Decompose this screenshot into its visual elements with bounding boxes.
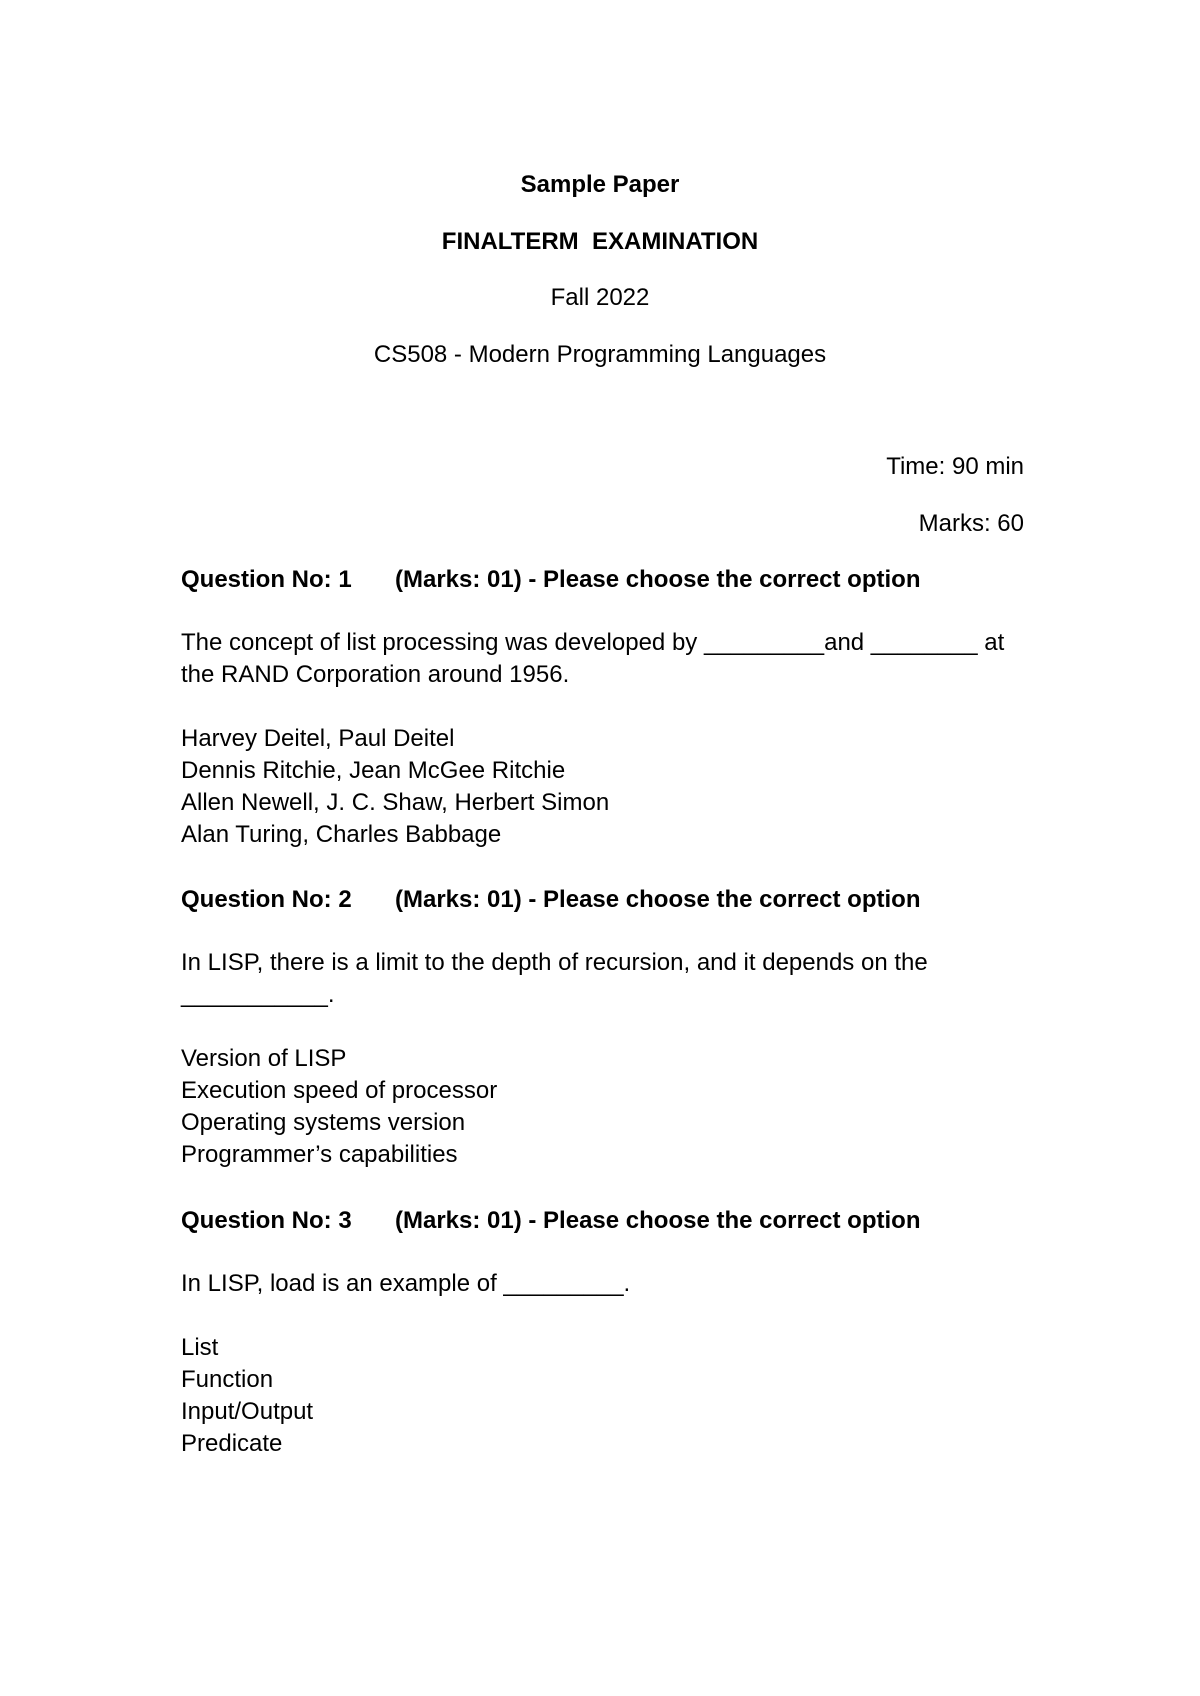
question-3-options xyxy=(181,1332,1021,1460)
question-1-stem-line-1: The concept of list processing was developed by _________and ________ at xyxy=(181,629,1005,656)
question-3-body xyxy=(181,1268,1021,1460)
question-3-marks: (Marks: 01) - Please choose the correct option xyxy=(395,1207,921,1234)
question-2-option[interactable]: Operating systems version xyxy=(181,1109,466,1136)
question-2-stem xyxy=(181,947,1021,1011)
question-2-option[interactable]: Version of LISP xyxy=(181,1045,347,1072)
question-2-option[interactable]: Execution speed of processor xyxy=(181,1077,498,1104)
question-3-option[interactable]: Predicate xyxy=(181,1430,283,1457)
question-1-stem-line-2: the RAND Corporation around 1956. xyxy=(181,661,570,688)
question-2-stem-line-1: In LISP, there is a limit to the depth of recursion, and it depends on the xyxy=(181,949,928,976)
question-3-stem-line-1: In LISP, load is an example of _________. xyxy=(181,1270,631,1297)
question-2-marks: (Marks: 01) - Please choose the correct option xyxy=(395,886,921,913)
exam-total-marks: Marks: 60 xyxy=(918,510,1024,537)
exam-time: Time: 90 min xyxy=(886,453,1024,480)
exam-title: FINALTERM EXAMINATION xyxy=(441,228,759,255)
doc-label: Sample Paper xyxy=(520,171,680,198)
course-title: CS508 - Modern Programming Languages xyxy=(373,341,827,368)
question-1-header xyxy=(181,566,921,593)
question-1-number: Question No: 1 xyxy=(181,566,352,593)
question-2-stem-line-2: ___________. xyxy=(181,981,335,1008)
question-2-option[interactable]: Programmer’s capabilities xyxy=(181,1141,458,1168)
question-2-options xyxy=(181,1043,1021,1171)
question-3-header xyxy=(181,1207,921,1234)
question-1-option[interactable]: Allen Newell, J. C. Shaw, Herbert Simon xyxy=(181,789,610,816)
question-2-body xyxy=(181,947,1021,1171)
question-3-option[interactable]: Function xyxy=(181,1366,274,1393)
question-3-option[interactable]: List xyxy=(181,1334,219,1361)
exam-term: Fall 2022 xyxy=(550,284,650,311)
question-1-options xyxy=(181,723,1021,851)
question-1-body xyxy=(181,627,1021,851)
question-1-stem xyxy=(181,627,1021,691)
question-1-option[interactable]: Alan Turing, Charles Babbage xyxy=(181,821,502,848)
question-2-header xyxy=(181,886,921,913)
question-3-option[interactable]: Input/Output xyxy=(181,1398,314,1425)
question-2-number: Question No: 2 xyxy=(181,886,352,913)
question-1-option[interactable]: Harvey Deitel, Paul Deitel xyxy=(181,725,455,752)
question-1-option[interactable]: Dennis Ritchie, Jean McGee Ritchie xyxy=(181,757,566,784)
question-1-marks: (Marks: 01) - Please choose the correct option xyxy=(395,566,921,593)
question-3-number: Question No: 3 xyxy=(181,1207,352,1234)
question-3-stem xyxy=(181,1268,1021,1300)
